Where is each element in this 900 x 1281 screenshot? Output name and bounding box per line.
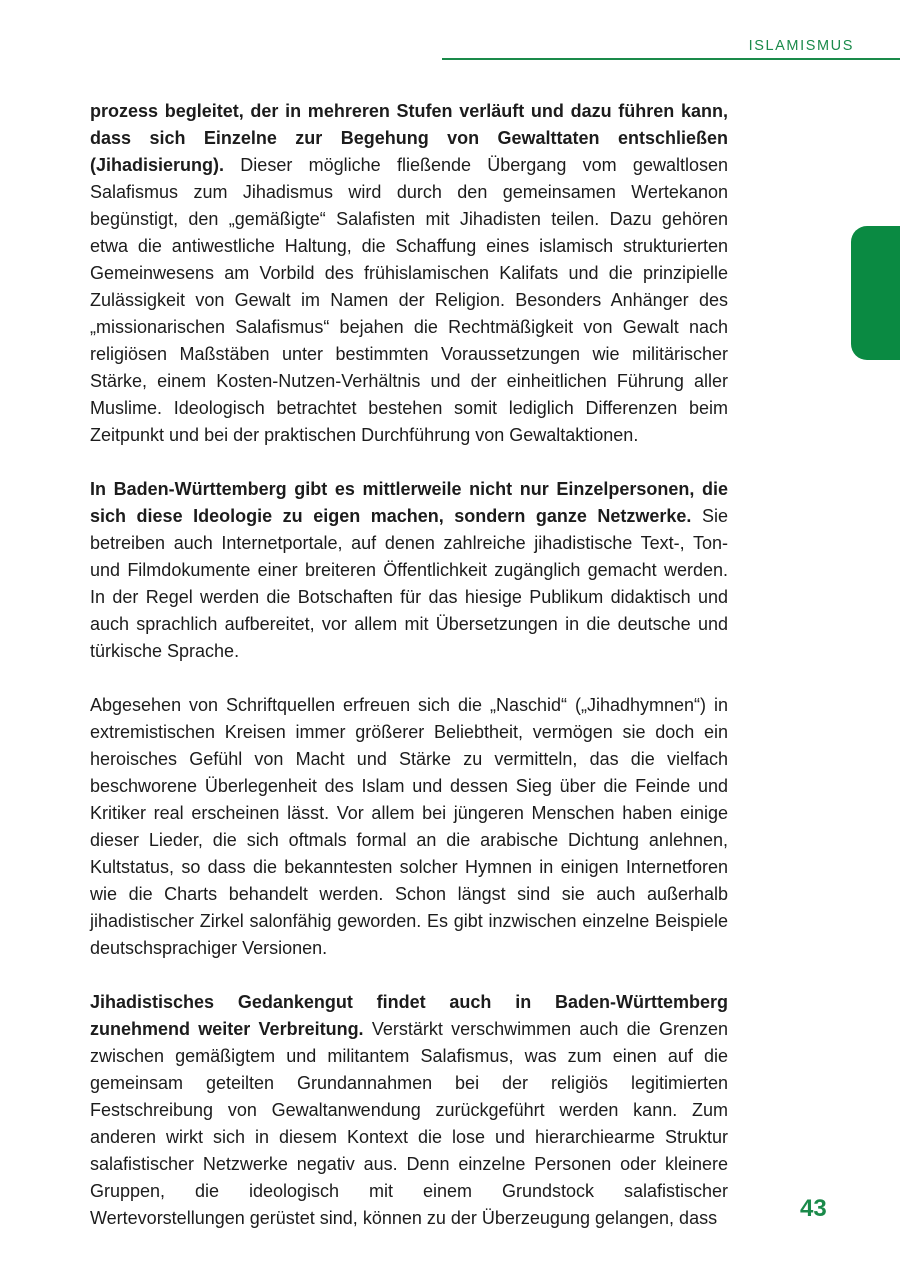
paragraph-1 <box>90 98 728 449</box>
paragraph-3-text: Abgesehen von Schriftquellen erfreuen sich die „Naschid“ („Jihadhymnen“) in extremistischen Kreisen immer größerer Beliebtheit, vermögen sie doch ein heroisches Gefühl von Macht und Stärke zu vermitteln, das die vielfach beschworene Überlegenheit des Islam und dessen Sieg über die Feinde und Kritiker real erscheinen lässt. Vor allem bei jüngeren Menschen haben einige dieser Lieder, die sich oftmals formal an die arabische Dichtung anlehnen, Kultstatus, so dass die bekanntesten solcher Hymnen in einigen Internetforen wie die Charts behandelt werden. Schon längst sind sie auch außerhalb jihadistischer Zirkel salonfähig geworden. Es gibt inzwischen einzelne Beispiele deutschsprachiger Versionen. <box>90 695 728 958</box>
chapter-tab-marker <box>851 226 900 360</box>
paragraph-1-bold: prozess begleitet, der in mehreren Stufen verläuft und dazu führen kann, dass sich Einzelne zur Begehung von Gewalttaten entschließen (Jihadisierung). <box>90 101 728 175</box>
paragraph-2 <box>90 476 728 665</box>
paragraph-1-text: Dieser mögliche fließende Übergang vom gewaltlosen Salafismus zum Jihadismus wird durch den gemeinsamen Wertekanon begünstigt, den „gemäßigte“ Salafisten mit Jihadisten teilen. Dazu gehören etwa die antiwestliche Haltung, die Schaffung eines islamisch strukturierten Gemeinwesens am Vorbild des frühislamischen Kalifats und die prinzipielle Zulässigkeit von Gewalt im Namen der Religion. Besonders Anhänger des „missionarischen Salafismus“ bejahen die Rechtmäßigkeit von Gewalt nach religiösen Maßstäben unter bestimmten Voraussetzungen wie militärischer Stärke, einem Kosten-Nutzen-Verhältnis und der einheitlichen Führung aller Muslime. Ideologisch betrachtet bestehen somit lediglich Differenzen beim Zeitpunkt und bei der praktischen Durchführung von Gewaltaktionen. <box>90 155 728 445</box>
paragraph-4 <box>90 989 728 1232</box>
body-text <box>90 98 728 1259</box>
paragraph-2-bold: In Baden-Württemberg gibt es mittlerweile nicht nur Einzelpersonen, die sich diese Ideologie zu eigen machen, sondern ganze Netzwerke. <box>90 479 728 526</box>
paragraph-2-text: Sie betreiben auch Internetportale, auf denen zahlreiche jihadistische Text-, Ton- und Filmdokumente einer breiteren Öffentlichkeit zugänglich gemacht werden. In der Regel werden die Botschaften für das hiesige Publikum didaktisch und auch sprachlich aufbereitet, vor allem mit Übersetzungen in die deutsche und türkische Sprache. <box>90 506 728 661</box>
header-divider <box>442 58 900 60</box>
paragraph-3 <box>90 692 728 962</box>
paragraph-4-bold: Jihadistisches Gedankengut findet auch in Baden-Württemberg zunehmend weiter Verbreitung. <box>90 992 728 1039</box>
page-number: 43 <box>800 1195 827 1222</box>
paragraph-4-text: Verstärkt verschwimmen auch die Grenzen zwischen gemäßigtem und militantem Salafismus, was zum einen auf die gemeinsam geteilten Grundannahmen bei der religiös legitimierten Festschreibung von Gewaltanwendung zurückgeführt werden kann. Zum anderen wirkt sich in diesem Kontext die lose und hierarchiearme Struktur salafistischer Netzwerke negativ aus. Denn einzelne Personen oder kleinere Gruppen, die ideologisch mit einem Grundstock salafistischer Wertevorstellungen gerüstet sind, können zu der Überzeugung gelangen, dass <box>90 1019 728 1228</box>
section-label: ISLAMISMUS <box>748 38 854 54</box>
